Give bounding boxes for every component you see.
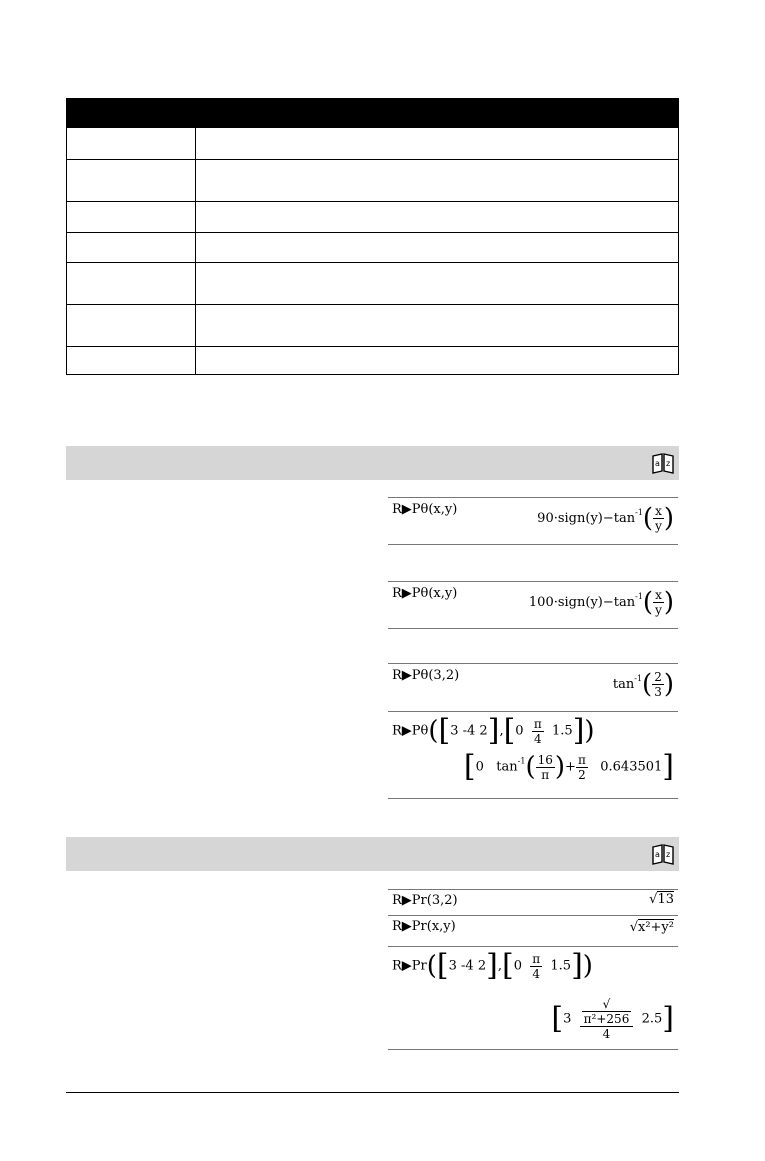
example-row: [388, 664, 678, 712]
svg-text:z: z: [666, 850, 671, 859]
example-output: $100\cdot sign(y)-\tan^{-1}$( $\frac{x}{y}$ ): [528, 587, 674, 618]
example-box: [388, 497, 678, 545]
table-row: [67, 305, 679, 347]
example-input: R▶Pθ([3 -4 2],[0 $\frac{\pi}{4}$ 1.5]): [392, 713, 595, 748]
table-row: [67, 160, 679, 202]
example-output: [0 $\tan^{-1}$( $\frac{16}{\pi}$ )+ $\frac{\pi}{2}$ 0.643501]: [463, 749, 674, 784]
svg-text:a: a: [655, 850, 660, 859]
example-box: [388, 581, 678, 629]
example-input: R▶Pθ(x,y): [392, 586, 458, 601]
example-output: [3 √ π²+256 4 2.5]: [551, 997, 674, 1041]
example-row: [388, 916, 678, 947]
table-row: [67, 263, 679, 305]
table-row: [67, 347, 679, 375]
table-header-row: [67, 99, 679, 128]
catalog-book-icon: [651, 451, 675, 475]
example-output: √13: [649, 892, 674, 907]
example-row: [388, 947, 678, 1049]
example-input: R▶Pr(x,y): [392, 919, 456, 934]
section-bar-rpr: [66, 837, 679, 871]
catalog-book-icon: [651, 842, 675, 866]
table-row: [67, 128, 679, 160]
example-output: $90\cdot sign(y)-\tan^{-1}$( $\frac{x}{y}$ ): [537, 503, 674, 534]
table-row: [67, 202, 679, 233]
example-output: $\tan^{-1}$( $\frac{2}{3}$ ): [612, 669, 674, 700]
example-row: [388, 498, 678, 544]
example-input: R▶Pθ(3,2): [392, 668, 460, 683]
table-row: [67, 233, 679, 263]
example-row: [388, 890, 678, 916]
svg-text:a: a: [655, 459, 660, 468]
example-output: √x²+y²: [629, 920, 674, 935]
example-box: [388, 663, 678, 799]
example-box: [388, 889, 678, 1050]
reference-table: [66, 98, 679, 375]
example-input: R▶Pθ(x,y): [392, 502, 458, 517]
example-row: [388, 582, 678, 628]
footer-rule: [66, 1092, 679, 1093]
example-input: R▶Pr([3 -4 2],[0 $\frac{\pi}{4}$ 1.5]): [392, 948, 593, 983]
section-bar-rptheta: [66, 446, 679, 480]
example-row: [388, 712, 678, 798]
example-input: R▶Pr(3,2): [392, 893, 458, 908]
svg-text:z: z: [666, 459, 671, 468]
